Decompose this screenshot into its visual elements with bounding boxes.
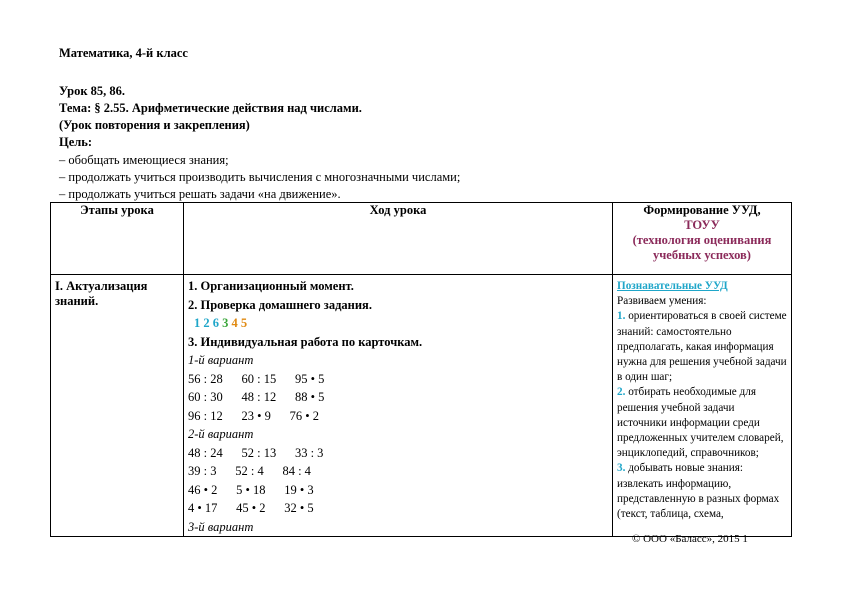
variant-label: 2-й вариант: [188, 427, 254, 441]
step-org: 1. Организационный момент.: [188, 279, 354, 293]
exercise-row: 56 : 28 60 : 15 95 • 5: [188, 371, 325, 386]
goal-label: Цель:: [59, 135, 93, 149]
homework-numbers: [188, 314, 608, 333]
uud-intro: Развиваем умения:: [617, 295, 707, 308]
step-cards: 3. Индивидуальная работа по карточкам.: [188, 334, 423, 349]
stage-cell: I. Актуализация знаний.: [51, 275, 184, 537]
variant-label: 1-й вариант: [188, 353, 254, 367]
lesson-type: (Урок повторения и закрепления): [59, 118, 250, 132]
exercise-row: 39 : 3 52 : 4 84 : 4: [188, 464, 311, 478]
uud-title: Познавательные УУД: [617, 280, 728, 292]
homework-nums-a: 1 2 6: [194, 316, 219, 330]
table-header-row: [51, 203, 792, 275]
homework-nums-b: 3: [222, 316, 229, 330]
goal-item: – продолжать учиться решать задачи «на движение».: [59, 187, 341, 201]
exercise-row: 4 • 17 45 • 2 32 • 5: [188, 501, 314, 515]
subject-heading: Математика, 4-й класс: [59, 46, 188, 60]
exercise-row: 96 : 12 23 • 9 76 • 2: [188, 408, 319, 423]
lesson-table: [50, 202, 792, 537]
uud-item-text: отбирать необходимые для решения учебной задачи источники информации среди предложенных учителем словарей, энциклопедий, справочников;: [617, 386, 784, 460]
uud-header-line: Формирование УУД,: [643, 203, 761, 217]
uud-cell: [613, 275, 792, 537]
exercise-row: 46 • 2 5 • 18 19 • 3: [188, 482, 314, 497]
exercise-row: 48 : 24 52 : 13 33 : 3: [188, 445, 324, 460]
course-cell: [184, 275, 613, 537]
touu-description: (технология оценивания учебных успехов): [632, 233, 772, 262]
uud-item-number: 1.: [617, 310, 626, 323]
col-uud-header: [613, 203, 792, 275]
touu-label: ТОУУ: [684, 218, 720, 232]
col-course-header: Ход урока: [184, 203, 613, 275]
table-row: [51, 275, 792, 537]
col-stages-header: Этапы урока: [51, 203, 184, 275]
uud-item-text: ориентироваться в своей системе знаний: самостоятельно предполагать, какая информация нужна для решения учебной задачи в один шаг;: [617, 310, 787, 384]
goal-item: – продолжать учиться производить вычисления с многозначными числами;: [59, 170, 461, 184]
uud-item: [617, 385, 787, 461]
uud-item-number: 3.: [617, 462, 626, 475]
step-homework: 2. Проверка домашнего задания.: [188, 297, 372, 312]
uud-item-number: 2.: [617, 386, 626, 399]
variant-label: 3-й вариант: [188, 519, 254, 534]
lesson-topic: Тема: § 2.55. Арифметические действия над числами.: [59, 101, 362, 115]
uud-item: [617, 309, 787, 385]
lesson-number: Урок 85, 86.: [59, 84, 126, 98]
exercise-row: 60 : 30 48 : 12 88 • 5: [188, 390, 325, 404]
uud-item: [617, 461, 787, 522]
footer-copyright: © ООО «Баласс», 2015 1: [632, 533, 748, 545]
goal-item: – обобщать имеющиеся знания;: [59, 153, 229, 167]
homework-nums-c: 4 5: [231, 316, 248, 330]
uud-item-text: добывать новые знания: извлекать информацию, представленную в разных формах (текст, таблица, схема,: [617, 462, 780, 521]
